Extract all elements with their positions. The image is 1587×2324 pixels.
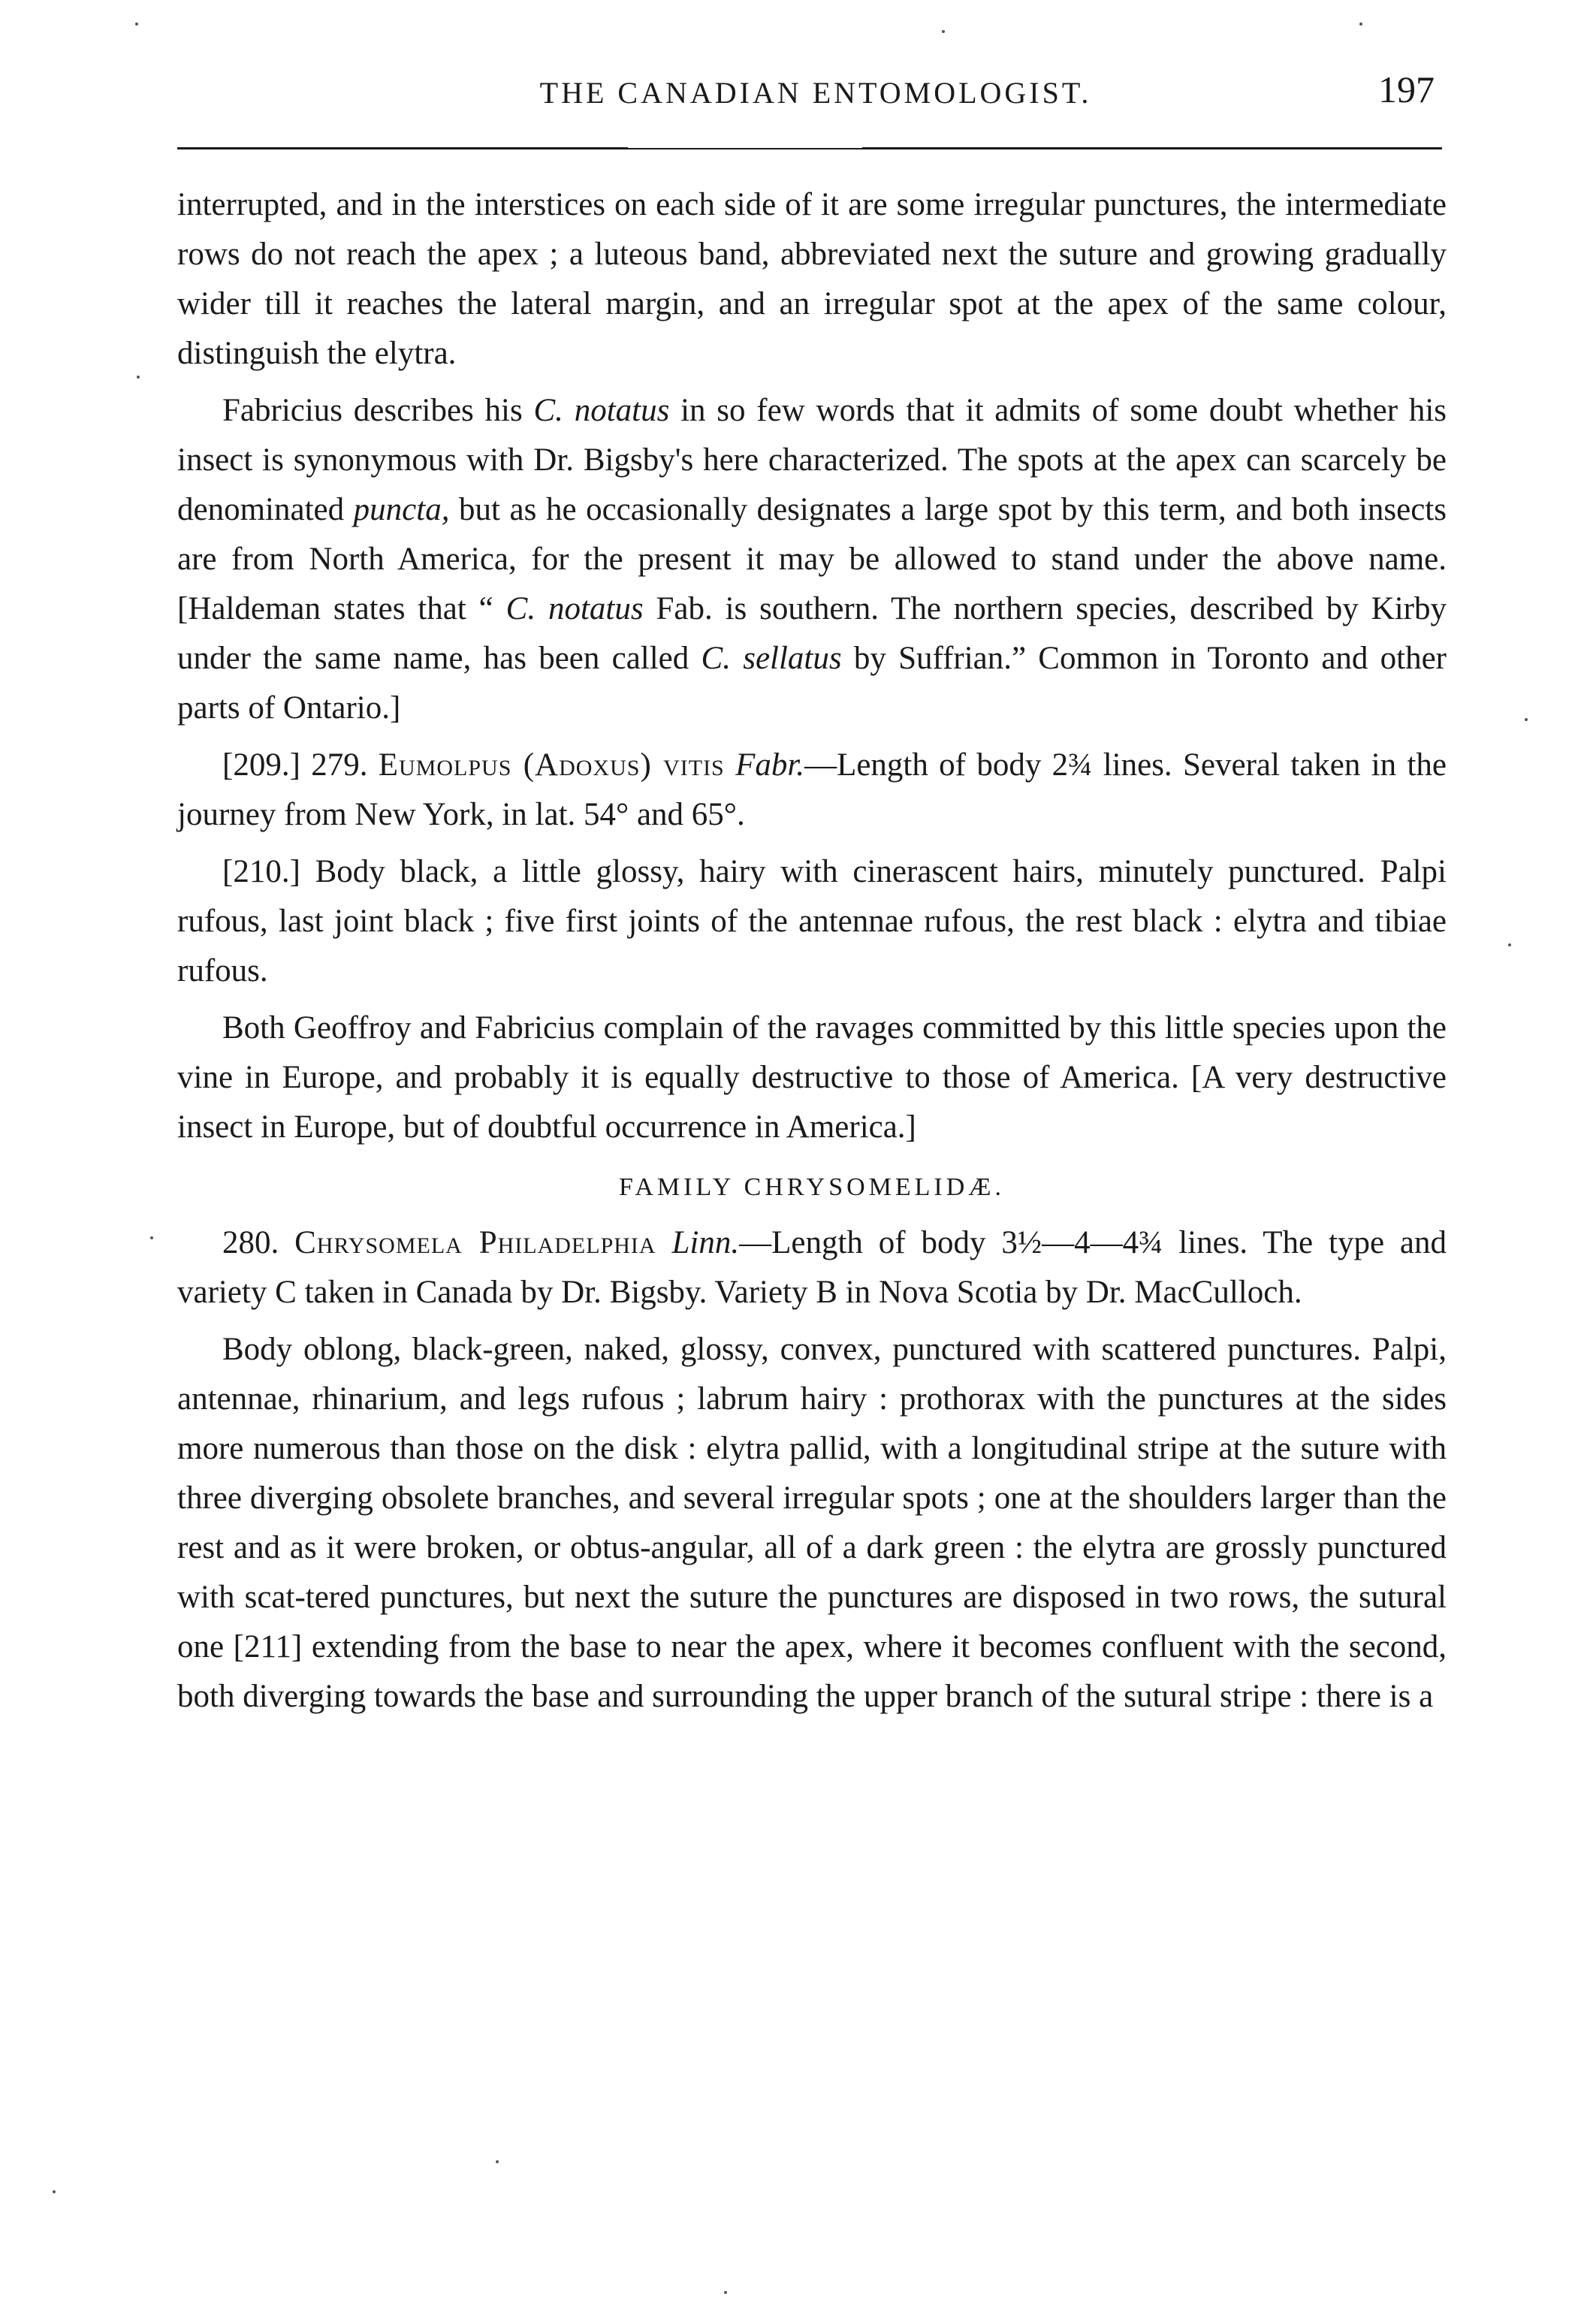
body-text	[177, 180, 1447, 1729]
italic-text: C. sellatus	[701, 641, 842, 676]
text-run: Fabricius describes his	[222, 393, 534, 428]
text-run: Both Geoffroy and Fabricius complain of the ravages committed by this little species upon the vine in Europe, and probably it is equally destructive to those of America. [A very destructive insect in Europe, but of doubtful occurrence in America.]	[177, 1010, 1447, 1145]
text-run: interrupted, and in the interstices on each side of it are some irregular punctures, the intermediate rows do not reach the apex ; a luteous band, abbreviated next the suture and growing gradually wider till it reaches the lateral margin, and an irregular spot at the apex of the same colour, distinguish the elytra.	[177, 187, 1447, 371]
italic-text: puncta,	[353, 492, 450, 527]
scan-speck	[1359, 23, 1362, 26]
header-rule-left	[177, 147, 628, 149]
paragraph	[177, 1218, 1447, 1317]
scan-speck	[135, 23, 138, 26]
paragraph	[177, 1004, 1447, 1152]
text-run: —Length of body 2¾ lines. Several taken in the journey from New York, in lat. 54° and 65°.	[177, 747, 1447, 832]
text-run: —Length of body 3½—4—4¾ lines. The type and variety C taken in Canada by Dr. Bigsby. Variety B in Nova Scotia by Dr. MacCulloch.	[177, 1225, 1447, 1310]
paragraph	[177, 386, 1447, 733]
scan-speck	[150, 1236, 153, 1239]
text-run	[656, 1225, 672, 1260]
paragraph	[177, 741, 1447, 840]
smallcaps-text: Chrysomela Philadelphia	[294, 1225, 656, 1260]
scan-speck	[53, 2190, 56, 2193]
running-title: THE CANADIAN ENTOMOLOGIST.	[539, 76, 1092, 110]
italic-text: C. notatus	[505, 591, 644, 626]
text-run: Body oblong, black-green, naked, glossy, convex, punctured with scattered punctures. Palpi, antennae, rhinarium, and legs rufous ; labrum hairy : prothorax with the punctures at the sides more numerous than those on the disk : elytra pallid, with a longitudinal stripe at the suture with three diverging obsolete branches, and several irregular spots ; one at the shoulders larger than the rest and as it were broken, or obtus-angular, all of a dark green : the elytra are grossly punctured with scat-tered punctures, but next the suture the punctures are disposed in two rows, the sutural one [211] extending from the base to near the apex, where it becomes confluent with the second, both diverging towards the base and surrounding the upper branch of the sutural stripe : there is a	[177, 1332, 1447, 1714]
scan-speck	[137, 376, 140, 379]
italic-text: C. notatus	[533, 393, 670, 428]
scan-speck	[724, 2291, 727, 2294]
text-run: 280.	[222, 1225, 295, 1260]
text-run: [210.] Body black, a little glossy, hairy with cinerascent hairs, minutely punctured. Palpi rufous, last joint black ; five first joints of the antennae rufous, the rest black : elytra and tibiae rufous.	[177, 854, 1447, 988]
text-run: by Suffrian.” Common in Toronto and other parts of Ontario.]	[177, 641, 1447, 726]
running-head	[177, 66, 1454, 126]
italic-text: Fabr.	[735, 747, 805, 783]
text-run: but as he occasionally designates a large spot by this term, and both insects are from North America, for the present it may be allowed to stand under the above name. [Haldeman states that “	[177, 492, 1447, 626]
paragraph	[177, 847, 1447, 996]
scan-speck	[1508, 943, 1511, 946]
text-run: FAMILY CHRYSOMELIDÆ.	[618, 1173, 1006, 1201]
page-number: 197	[1378, 68, 1435, 110]
italic-text: Linn.	[671, 1225, 740, 1260]
text-run	[725, 747, 735, 783]
text-run: Fab. is southern. The northern species, described by Kirby under the same name, has been called	[177, 591, 1447, 676]
scan-speck	[1525, 718, 1528, 721]
paragraph	[177, 1325, 1447, 1722]
paragraph	[177, 180, 1447, 379]
header-rule-middle	[628, 148, 862, 149]
text-run: in so few words that it admits of some doubt whether his insect is synonymous with Dr. Bigsby's here characterized. The spots at the apex can scarcely be denominated	[177, 393, 1447, 527]
smallcaps-text: Eumolpus (Adoxus) vitis	[378, 747, 725, 783]
scan-speck	[942, 30, 945, 33]
scan-speck	[496, 2160, 499, 2163]
section-heading	[177, 1163, 1447, 1212]
text-run: [209.] 279.	[222, 747, 379, 783]
header-rule-right	[862, 147, 1442, 149]
